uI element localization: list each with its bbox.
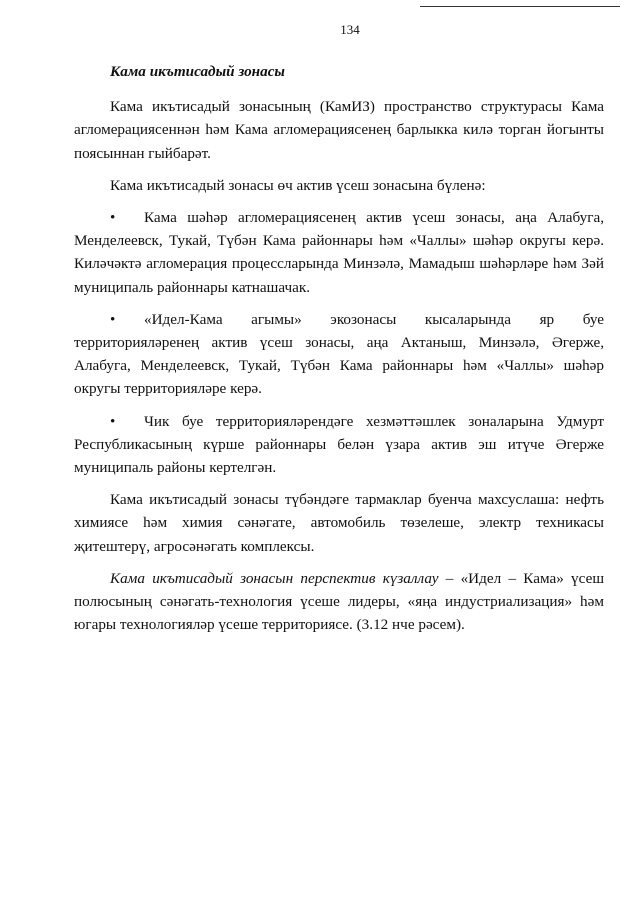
perspective-text: – «Идел – Кама» үсеш полюсының сәнәгать-технология үсеше лидеры, «яңа индустриализация» һәм югары технологияләр үсеше территориясе. (3.12 нче рәсем). [74, 569, 605, 634]
header-rule [420, 6, 620, 7]
perspective-label: Кама икътисадый зонасын перспектив күзаллау [110, 569, 439, 587]
bullet-text: «Идел-Кама агымы» экозонасы кысаларында яр буе территорияләренең актив үсеш зонасы, аңа Актаныш, Минзәлә, Әгерже, Алабуга, Менделеевск, Тукай, Түбән Кама районнары һәм «Чаллы» шәһәр округы территорияләре керә. [74, 310, 604, 398]
bullet-icon: • [110, 310, 116, 328]
bullet-item [74, 308, 604, 401]
page-number: 134 [340, 22, 360, 37]
bullet-icon: • [110, 209, 116, 227]
bullet-item [74, 206, 604, 299]
specialization-paragraph: Кама икътисадый зонасы түбәндәге тармаклар буенча махсуслаша: нефть химиясе һәм химия сәнәгате, автомобиль төзелеше, электр техникасы җитештерү, агросәнәгать комплексы. [74, 491, 604, 555]
section-heading: Кама икътисадый зонасы [110, 63, 285, 80]
bullet-text: Кама шәһәр агломерациясенең актив үсеш зонасы, аңа Алабуга, Менделеевск, Тукай, Түбән Кама районнары һәм «Чаллы» шәһәр округы керә. Киләчәктә агломерация процессларында Минзәлә, Мамадыш шәһәрләре һәм Зәй муниципаль районнары катнашачак. [74, 209, 604, 296]
document-body [74, 60, 604, 645]
bullet-icon: • [110, 412, 116, 430]
bullet-item [74, 410, 604, 480]
perspective-paragraph [74, 567, 604, 637]
lead-paragraph: Кама икътисадый зонасы өч актив үсеш зонасына бүленә: [110, 176, 486, 194]
intro-paragraph: Кама икътисадый зонасының (КамИЗ) пространство структурасы Кама агломерациясеннән һәм Кама агломерациясенең барлыкка килә торган йогынты поясыннан гыйбарәт. [74, 98, 604, 162]
bullet-text: Чик буе территорияләрендәге хезмәттәшлек зоналарына Удмурт Республикасының күрше районнары белән үзара актив эш итүче Әгерже муниципаль районы кертелгән. [74, 412, 604, 477]
